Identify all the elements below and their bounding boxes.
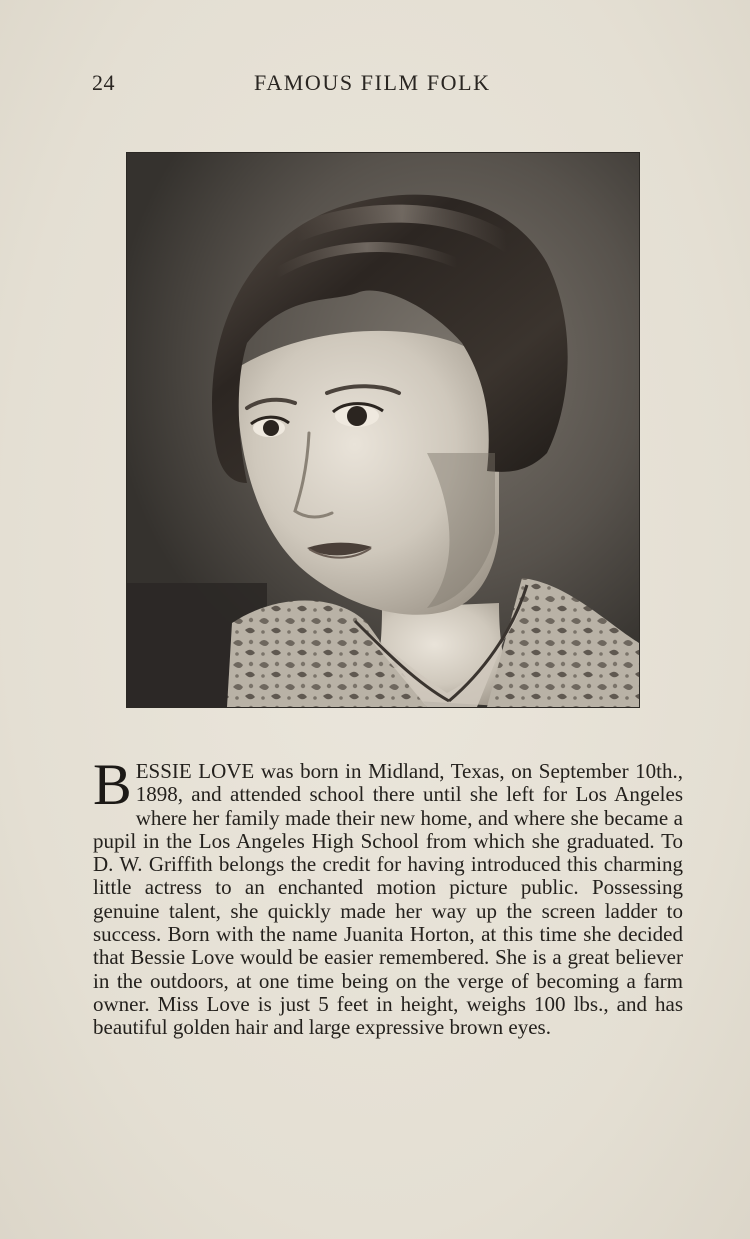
biography-paragraph [93,752,683,1040]
drop-cap: B [93,752,132,817]
portrait-photo [127,153,639,707]
page-number: 24 [92,70,115,95]
running-head [92,70,522,100]
biography-text: ESSIE LOVE was born in Midland, Texas, on September 10th., 1898, and attended school there until she left for Los Angeles where her family made their new home, and where she became a pupil in the Los Angeles High School from which she graduated. To D. W. Griffith belongs the credit for having introduced this charming little actress to an enchanted motion picture public. Possessing genuine talent, she quickly made her way up the screen ladder to success. Born with the name Juanita Horton, at this time she decided that Bessie Love would be easier remembered. She is a great believer in the outdoors, at one time being on the verge of becoming a farm owner. Miss Love is just 5 feet in height, weighs 100 lbs., and has beautiful golden hair and large expressive brown eyes. [93,759,683,1040]
book-title: FAMOUS FILM FOLK [254,70,491,95]
